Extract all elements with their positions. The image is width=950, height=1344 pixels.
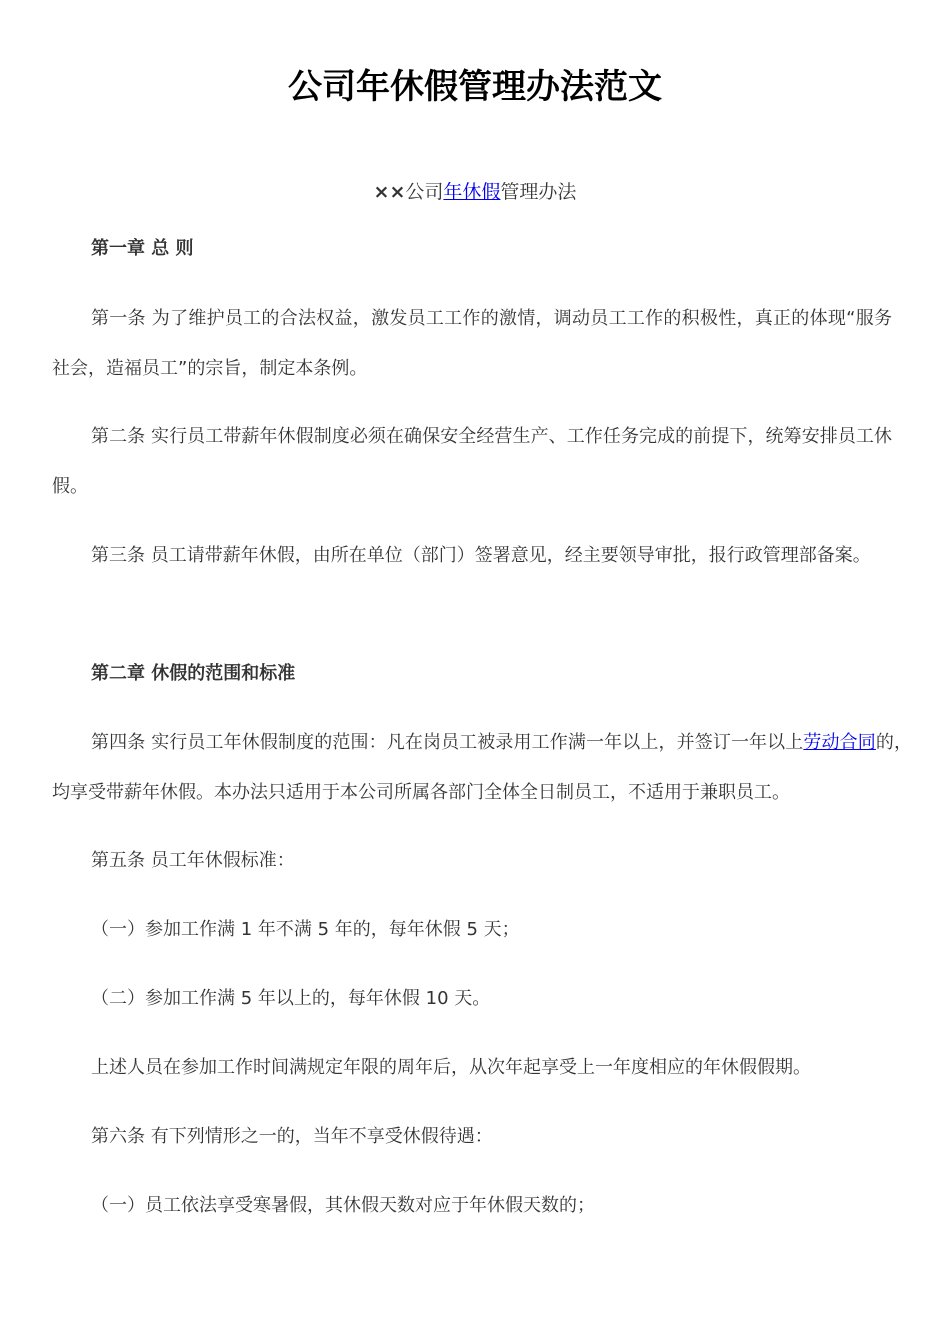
labor-contract-link[interactable]: 劳动合同 bbox=[803, 732, 876, 753]
article-6: 第六条 有下列情形之一的，当年不享受休假待遇： bbox=[91, 1126, 493, 1147]
document-title: 公司年休假管理办法范文 bbox=[288, 67, 662, 107]
chapter-2-heading: 第二章 休假的范围和标准 bbox=[91, 663, 296, 684]
article-5-item-2: （二）参加工作满 5 年以上的，每年休假 10 天。 bbox=[91, 988, 491, 1009]
article-5-note: 上述人员在参加工作时间满规定年限的周年后，从次年起享受上一年度相应的年休假假期。 bbox=[91, 1057, 811, 1078]
subtitle-company: 公司 bbox=[405, 181, 444, 203]
document-subtitle bbox=[0, 177, 950, 207]
chapter-1-heading: 第一章 总 则 bbox=[91, 238, 194, 259]
article-4 bbox=[52, 718, 912, 818]
subtitle-prefix: ×× bbox=[373, 181, 406, 203]
article-3: 第三条 员工请带薪年休假，由所在单位（部门）签署意见，经主要领导审批，报行政管理部备案。 bbox=[91, 545, 871, 566]
article-1: 第一条 为了维护员工的合法权益，激发员工工作的激情，调动员工工作的积极性，真正的体现“服务社会，造福员工”的宗旨，制定本条例。 bbox=[52, 308, 892, 379]
subtitle-suffix: 管理办法 bbox=[500, 181, 577, 203]
article-5-item-1: （一）参加工作满 1 年不满 5 年的，每年休假 5 天； bbox=[91, 919, 520, 940]
annual-leave-link[interactable]: 年休假 bbox=[443, 181, 501, 203]
article-4-text-after: 的，均享受带薪年休假。本办法只适用于本公司所属各部门全体全日制员工，不适用于兼职员工。 bbox=[52, 732, 913, 803]
article-5: 第五条 员工年休假标准： bbox=[91, 850, 295, 871]
article-4-text-before: 第四条 实行员工年休假制度的范围：凡在岗员工被录用工作满一年以上，并签订一年以上 bbox=[91, 732, 804, 753]
article-2: 第二条 实行员工带薪年休假制度必须在确保安全经营生产、工作任务完成的前提下，统筹安排员工休假。 bbox=[52, 426, 892, 497]
article-6-item-1: （一）员工依法享受寒暑假，其休假天数对应于年休假天数的； bbox=[91, 1195, 595, 1216]
